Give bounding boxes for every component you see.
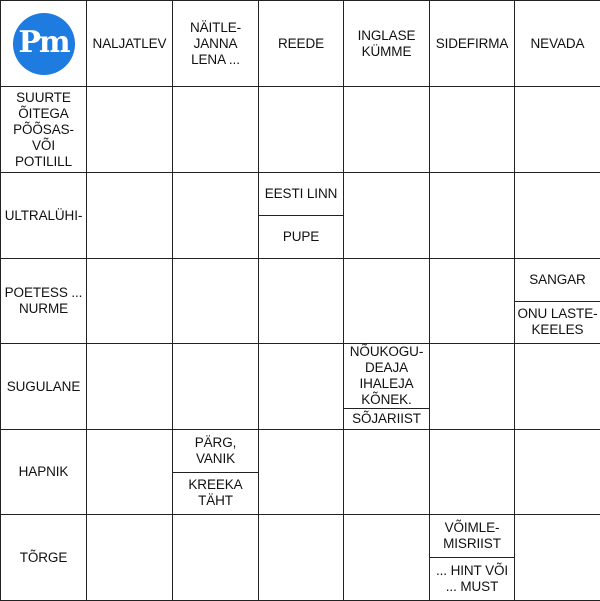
clue-top: SANGAR	[515, 259, 600, 302]
answer-cell[interactable]	[514, 514, 600, 601]
column-clue: SIDEFIRMA	[429, 0, 515, 87]
answer-cell[interactable]	[86, 258, 173, 344]
answer-cell[interactable]	[343, 172, 430, 259]
clue-bottom: PUPE	[282, 229, 320, 244]
answer-cell[interactable]	[514, 429, 600, 515]
answer-cell[interactable]	[258, 429, 344, 515]
answer-cell[interactable]	[172, 343, 259, 430]
answer-cell[interactable]	[514, 343, 600, 430]
answer-cell[interactable]	[86, 429, 173, 515]
logo-text: Pm	[18, 25, 69, 60]
column-clue: NEVADA	[514, 0, 600, 87]
answer-cell[interactable]	[172, 258, 259, 344]
answer-cell[interactable]	[429, 429, 515, 515]
clue-top: EESTI LINN	[259, 173, 343, 216]
answer-cell[interactable]	[258, 343, 344, 430]
answer-cell[interactable]	[429, 258, 515, 344]
answer-cell[interactable]	[343, 258, 430, 344]
pm-logo-icon	[13, 13, 75, 75]
clue-top: PÄRG, VANIK	[173, 430, 258, 473]
clue-top: NÕUKOGU- DEAJA IHALEJA KÕNEK.	[344, 344, 429, 409]
split-clue-cell	[514, 258, 600, 344]
answer-cell[interactable]	[514, 172, 600, 259]
clue-bottom: SÕJARIIST	[352, 411, 421, 426]
row-clue: SUURTE ÕITEGA PÕÕSAS- VÕI POTILILL	[0, 86, 87, 173]
answer-cell[interactable]	[429, 343, 515, 430]
column-clue: INGLASE KÜMME	[343, 0, 430, 87]
split-clue-cell	[172, 429, 259, 515]
split-clue-cell	[343, 343, 430, 430]
clue-top: VÕIMLE- MISRIIST	[430, 515, 514, 558]
row-clue: ULTRALÜHI-	[0, 172, 87, 259]
split-clue-cell	[258, 172, 344, 259]
answer-cell[interactable]	[86, 514, 173, 601]
answer-cell[interactable]	[86, 343, 173, 430]
clue-bottom: ONU LASTE- KEELES	[517, 306, 598, 338]
clue-bottom: ... HINT VÕI ... MUST	[435, 563, 509, 594]
answer-cell[interactable]	[429, 86, 515, 173]
column-clue: NÄITLE- JANNA LENA ...	[172, 0, 259, 87]
answer-cell[interactable]	[514, 86, 600, 173]
answer-cell[interactable]	[86, 172, 173, 259]
answer-cell[interactable]	[258, 514, 344, 601]
row-clue: SUGULANE	[0, 343, 87, 430]
row-clue: TÕRGE	[0, 514, 87, 601]
row-clue: POETESS ... NURME	[0, 258, 87, 344]
answer-cell[interactable]	[172, 172, 259, 259]
column-clue: REEDE	[258, 0, 344, 87]
answer-cell[interactable]	[172, 86, 259, 173]
answer-cell[interactable]	[258, 258, 344, 344]
clue-bottom: KREEKA TÄHT	[188, 477, 243, 509]
answer-cell[interactable]	[429, 172, 515, 259]
logo-cell	[0, 0, 87, 87]
row-clue: HAPNIK	[0, 429, 87, 515]
column-clue: NALJATLEV	[86, 0, 173, 87]
answer-cell[interactable]	[343, 86, 430, 173]
answer-cell[interactable]	[343, 514, 430, 601]
answer-cell[interactable]	[172, 514, 259, 601]
split-clue-cell	[429, 514, 515, 601]
answer-cell[interactable]	[343, 429, 430, 515]
answer-cell[interactable]	[86, 86, 173, 173]
answer-cell[interactable]	[258, 86, 344, 173]
